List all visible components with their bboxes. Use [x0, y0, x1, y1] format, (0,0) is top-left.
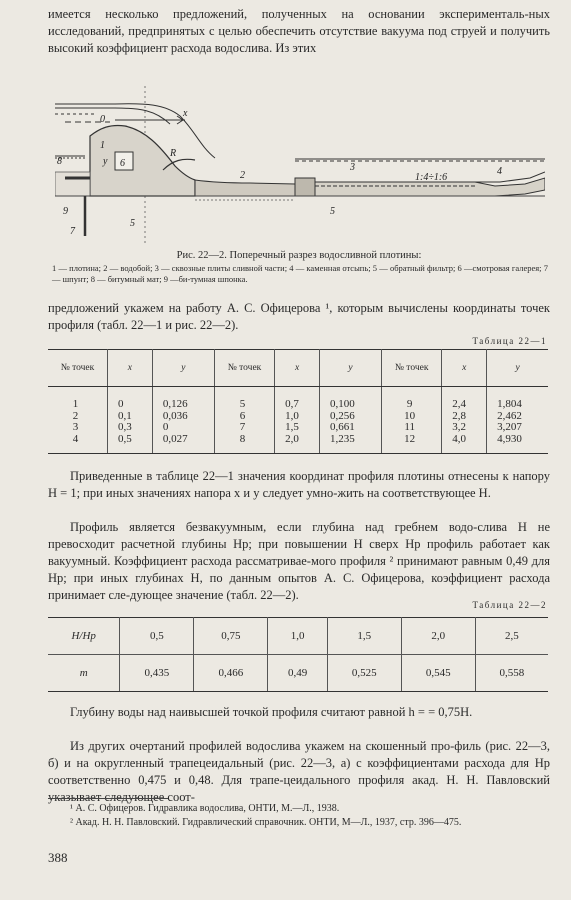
table1-cell: 1,235 — [330, 432, 355, 445]
table1-cell: 12 — [404, 432, 416, 445]
table1-cell: 0,126 — [162, 398, 188, 410]
table2-cell: 1,5 — [327, 618, 401, 655]
table1-cell: 8 — [239, 432, 246, 445]
table1-cell: 2,8 — [452, 409, 467, 422]
table2-cell: 2,0 — [401, 618, 475, 655]
label-1: 1 — [100, 140, 105, 151]
table1-cell: 7 — [239, 421, 246, 433]
table1-header: x — [107, 350, 152, 387]
page-number: 388 — [48, 850, 68, 865]
table1-column — [107, 387, 152, 454]
table1-cell: 0,100 — [330, 398, 355, 410]
table1-cell: 6 — [239, 409, 246, 422]
table1-cell: 1 — [72, 398, 79, 410]
label-y-axis: y — [103, 156, 108, 167]
table1-body-row — [48, 387, 548, 454]
footnote-rule — [48, 798, 168, 799]
label-5a: 5 — [130, 218, 135, 229]
paragraph-other-profiles: Из других очертаний профилей водослива укажем на скошенный про-филь (рис. 22—3, б) и на округленный трапецеидальный (рис. 22—3, а) с коэффициентами расхода для Hр соответственно 0,475 и 0,48. Для трапе-цеидального профиля акад. Н. Н. Павловский указывает следующее соот- — [48, 739, 550, 804]
table1-column — [320, 387, 382, 454]
figure-legend: 1 — плотина; 2 — водобой; 3 — сквозные плиты сливной части; 4 — каменная отсыпь; 5 — обратный фильтр; 6 —смотровая галерея; 7 — шпунт; 8 — битумный мат; 9 —би-тумная шпонка. — [52, 263, 548, 284]
table2-cell: 0,49 — [268, 655, 327, 692]
table1-cell: 0 — [117, 398, 124, 410]
table2-cell: 0,75 — [194, 618, 268, 655]
table1-cell: 11 — [404, 421, 415, 433]
table1-header: y — [320, 350, 382, 387]
table1-cell: 5 — [239, 398, 246, 410]
table1-cell: 0,1 — [117, 409, 132, 422]
label-9: 9 — [63, 206, 68, 217]
table1-cell: 4,930 — [497, 432, 522, 445]
table1-cell: 1,0 — [285, 409, 299, 422]
footnote-2: ² Акад. Н. Н. Павловский. Гидравлический справочник. ОНТИ, М—Л., 1937, стр. 396—475. — [70, 817, 462, 828]
table1-column — [382, 387, 442, 454]
table1-cell: 0 — [162, 421, 169, 433]
dam-cross-section-figure — [55, 86, 545, 246]
footnote-1: ¹ А. С. Офицеров. Гидравлика водослива, ОНТИ, М.—Л., 1938. — [70, 803, 340, 814]
table1-cell: 1,804 — [497, 398, 522, 410]
table2-row-header: H/Hр — [48, 618, 120, 655]
table1-column — [275, 387, 320, 454]
paragraph-vacuum: Профиль является безвакуумным, если глубина над гребнем водо-слива H не превосходит расчетной глубины Hр; при повышении H сверх Hр профиль работает как вакуумный. Коэффициент расхода рассматривае-мого профиля ² принимают равным 0,49 для Hр; при иных глубинах H, по данным опытов А. С. Офицерова, коэффициент расхода принимает сле-дующее значение (табл. 22—2). — [48, 520, 550, 602]
table1-column — [214, 387, 274, 454]
table1-header: x — [442, 350, 487, 387]
table2-cell: 0,545 — [401, 655, 475, 692]
table1-cell: 0,661 — [330, 421, 355, 433]
table1-cell: 2,462 — [497, 409, 522, 422]
label-3: 3 — [350, 162, 355, 173]
table2-cell: 0,558 — [475, 655, 548, 692]
label-8: 8 — [57, 156, 62, 167]
paragraph-reference: предложений укажем на работу А. С. Офицерова ¹, которым вычислены координаты точек профиля (табл. 22—1 и рис. 22—2). — [48, 301, 550, 332]
table1-cell: 2,4 — [452, 398, 467, 410]
table1-cell: 0,5 — [117, 432, 132, 445]
label-x-axis: x — [183, 108, 188, 119]
paragraph-normalization: Приведенные в таблице 22—1 значения координат профиля плотины отнесены к напору H = 1; при иных значениях напора x и y следует умно-жить на соответствующее H. — [48, 469, 550, 500]
table1-column — [487, 387, 548, 454]
table1-cell: 9 — [406, 398, 413, 410]
table1-header: № точек — [214, 350, 274, 387]
label-6: 6 — [120, 158, 125, 169]
table-22-1 — [48, 349, 548, 454]
table2-row-header: m — [48, 655, 120, 692]
table1-header: № точек — [48, 350, 107, 387]
label-7: 7 — [70, 226, 75, 237]
table2-cell: 0,435 — [120, 655, 194, 692]
label-slope: 1:4÷1:6 — [415, 172, 448, 183]
label-origin: 0 — [100, 114, 105, 125]
table-22-2 — [48, 617, 548, 692]
table1-cell: 3,2 — [452, 421, 467, 433]
table2-cell: 2,5 — [475, 618, 548, 655]
label-5b: 5 — [330, 206, 335, 217]
table1-label: Таблица 22—1 — [472, 336, 547, 346]
table1-cell: 1,5 — [285, 421, 299, 433]
table2-cell: 0,466 — [194, 655, 268, 692]
table1-cell: 4 — [72, 432, 79, 445]
table2-label: Таблица 22—2 — [472, 600, 547, 610]
figure-caption: Рис. 22—2. Поперечный разрез водосливной плотины: — [176, 250, 422, 261]
table1-cell: 0,027 — [162, 432, 188, 445]
table2-cell: 0,5 — [120, 618, 194, 655]
table2-row-coefficient — [48, 655, 548, 692]
paragraph-depth: Глубину воды над наивысшей точкой профиля считают равной h = = 0,75H. — [70, 705, 473, 719]
table1-cell: 2,0 — [285, 432, 299, 445]
table1-column — [442, 387, 487, 454]
table1-column — [152, 387, 214, 454]
label-4: 4 — [497, 166, 502, 177]
table1-header: y — [487, 350, 548, 387]
table2-cell: 0,525 — [327, 655, 401, 692]
table1-cell: 4,0 — [452, 432, 467, 445]
table1-cell: 10 — [404, 409, 416, 422]
label-radius: R — [170, 148, 177, 159]
table1-header: y — [152, 350, 214, 387]
table1-cell: 0,3 — [117, 421, 132, 433]
table1-cell: 0,256 — [330, 409, 355, 422]
table1-cell: 0,7 — [285, 398, 299, 410]
table1-header: № точек — [382, 350, 442, 387]
paragraph-intro: имеется несколько предложений, полученных на основании эксперименталь-ных исследований, предпринятых с целью обеспечить отсутствие вакуума под струей и получить высокий коэффициент расхода водослива. Из этих — [48, 7, 550, 55]
table1-cell: 2 — [72, 409, 79, 422]
label-2: 2 — [240, 170, 245, 181]
table1-header: x — [275, 350, 320, 387]
table1-column — [48, 387, 107, 454]
table1-cell: 3 — [72, 421, 79, 433]
table1-cell: 0,036 — [162, 409, 188, 422]
table1-cell: 3,207 — [497, 421, 522, 433]
table2-cell: 1,0 — [268, 618, 327, 655]
table2-row-ratio — [48, 618, 548, 655]
